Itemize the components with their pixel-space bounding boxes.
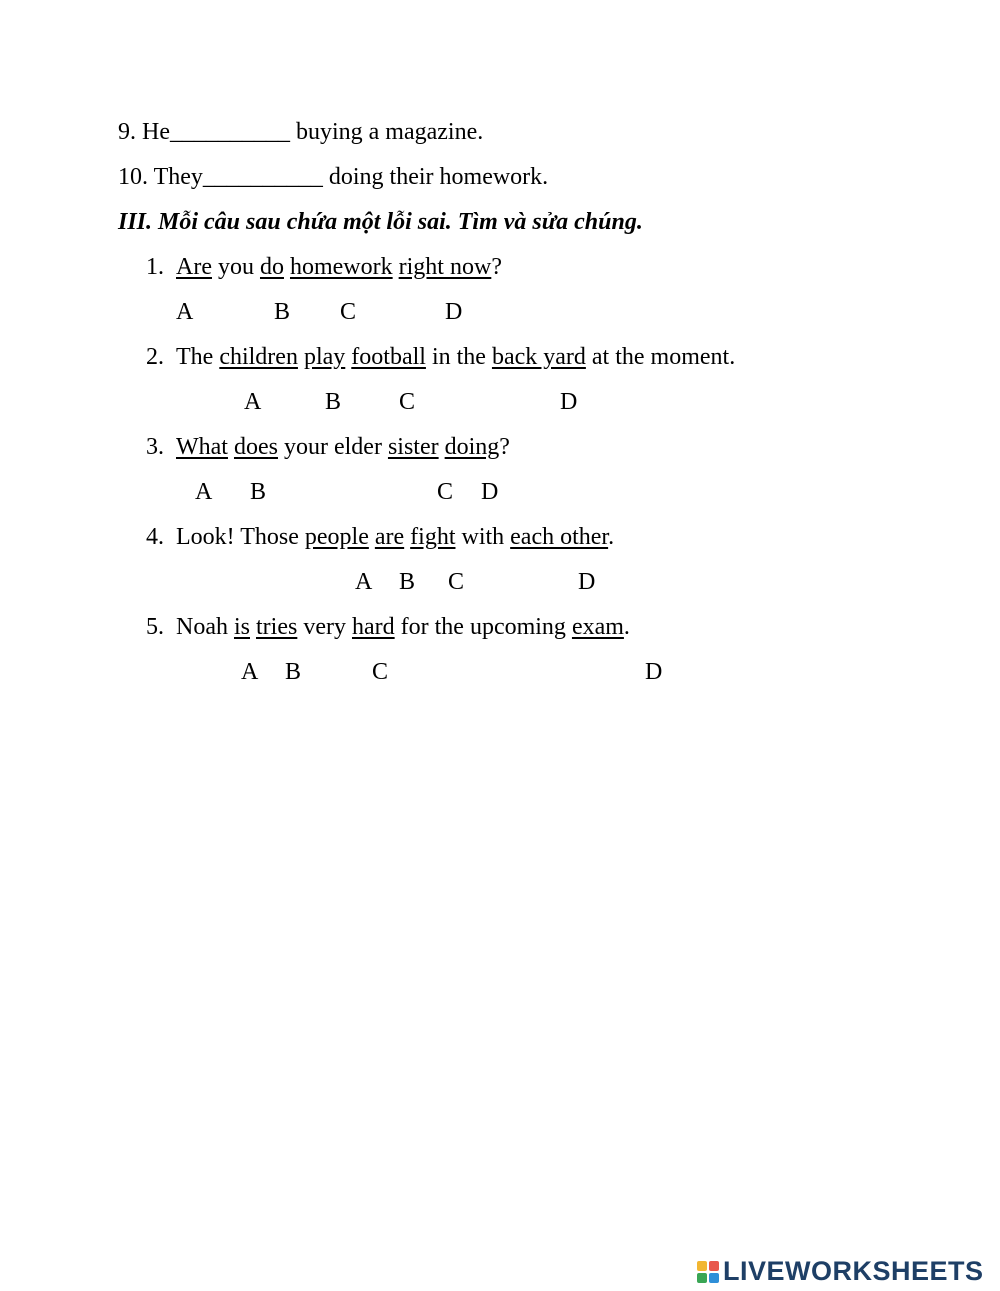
q2-text: The bbox=[176, 344, 220, 370]
q5-part-d[interactable]: exam bbox=[571, 614, 624, 640]
q3-option-a: A bbox=[195, 479, 213, 505]
q1-part-a[interactable]: Are bbox=[176, 254, 212, 280]
q2-option-d: D bbox=[560, 389, 578, 415]
q3-part-b[interactable]: does bbox=[233, 434, 278, 460]
liveworksheets-mark-icon bbox=[697, 1261, 719, 1283]
q5-option-b: B bbox=[285, 659, 302, 685]
q4-part-d[interactable]: each other bbox=[510, 524, 609, 550]
logo-block-1 bbox=[697, 1261, 707, 1271]
question-3-number: 3. bbox=[146, 434, 164, 460]
q1-option-d: D bbox=[445, 299, 463, 325]
q3-part-a[interactable]: What bbox=[176, 434, 228, 460]
q2-part-c[interactable]: football bbox=[351, 344, 426, 370]
q5-text: very bbox=[297, 614, 352, 640]
q3-part-c[interactable]: sister bbox=[387, 434, 439, 460]
q4-part-b[interactable]: are bbox=[374, 524, 405, 550]
q1-part-b[interactable]: do bbox=[259, 254, 284, 280]
question-5-number: 5. bbox=[146, 614, 164, 640]
q1-option-b: B bbox=[274, 299, 291, 325]
q2-text: at the moment. bbox=[585, 344, 736, 370]
question-1-number: 1. bbox=[146, 254, 164, 280]
q1-option-a: A bbox=[176, 299, 194, 325]
liveworksheets-wordmark: LIVEWORKSHEETS bbox=[723, 1256, 984, 1286]
q4-part-a[interactable]: people bbox=[304, 524, 369, 550]
q4-text: with bbox=[455, 524, 511, 550]
logo-block-4 bbox=[709, 1273, 719, 1283]
question-4-number: 4. bbox=[146, 524, 164, 550]
section-heading: III. Mỗi câu sau chứa một lỗi sai. Tìm và sửa chúng. bbox=[118, 209, 643, 235]
q2-option-b: B bbox=[325, 389, 342, 415]
q3-option-b: B bbox=[250, 479, 267, 505]
q5-part-c[interactable]: hard bbox=[351, 614, 395, 640]
q1-text: you bbox=[211, 254, 260, 280]
fill-item-9: 9. He__________ buying a magazine. bbox=[118, 119, 484, 145]
q2-part-d[interactable]: back yard bbox=[491, 344, 586, 370]
q2-text: in the bbox=[425, 344, 492, 370]
logo-block-2 bbox=[709, 1261, 719, 1271]
q3-text: ? bbox=[499, 434, 510, 460]
q3-part-d[interactable]: doing bbox=[444, 434, 500, 460]
q4-option-c: C bbox=[448, 569, 465, 595]
q5-option-c: C bbox=[372, 659, 389, 685]
q5-text: Noah bbox=[176, 614, 234, 640]
question-2-sentence bbox=[176, 343, 735, 371]
q4-part-c[interactable]: fight bbox=[410, 524, 456, 550]
q5-text: for the upcoming bbox=[394, 614, 572, 640]
question-2-number: 2. bbox=[146, 344, 164, 370]
q3-text: your elder bbox=[277, 434, 388, 460]
q5-part-b[interactable]: tries bbox=[256, 614, 298, 640]
q5-option-a: A bbox=[241, 659, 259, 685]
q4-text: Look! Those bbox=[176, 524, 305, 550]
fill-item-10: 10. They__________ doing their homework. bbox=[118, 164, 549, 190]
q5-text: . bbox=[623, 614, 630, 640]
question-3-sentence bbox=[176, 433, 510, 461]
q3-option-d: D bbox=[481, 479, 499, 505]
question-5-sentence bbox=[176, 613, 630, 641]
q4-option-b: B bbox=[399, 569, 416, 595]
q4-text: . bbox=[608, 524, 615, 550]
q1-text: ? bbox=[491, 254, 502, 280]
q5-option-d: D bbox=[645, 659, 663, 685]
q2-option-c: C bbox=[399, 389, 416, 415]
question-1-sentence bbox=[176, 253, 502, 281]
liveworksheets-logo[interactable] bbox=[697, 1256, 984, 1287]
q2-part-b[interactable]: play bbox=[303, 344, 346, 370]
q1-part-d[interactable]: right now bbox=[398, 254, 492, 280]
q3-option-c: C bbox=[437, 479, 454, 505]
question-4-sentence bbox=[176, 523, 614, 551]
q1-option-c: C bbox=[340, 299, 357, 325]
q4-option-a: A bbox=[355, 569, 373, 595]
q5-part-a[interactable]: is bbox=[233, 614, 250, 640]
q4-option-d: D bbox=[578, 569, 596, 595]
q1-part-c[interactable]: homework bbox=[289, 254, 393, 280]
logo-block-3 bbox=[697, 1273, 707, 1283]
q2-part-a[interactable]: children bbox=[219, 344, 298, 370]
q2-option-a: A bbox=[244, 389, 262, 415]
